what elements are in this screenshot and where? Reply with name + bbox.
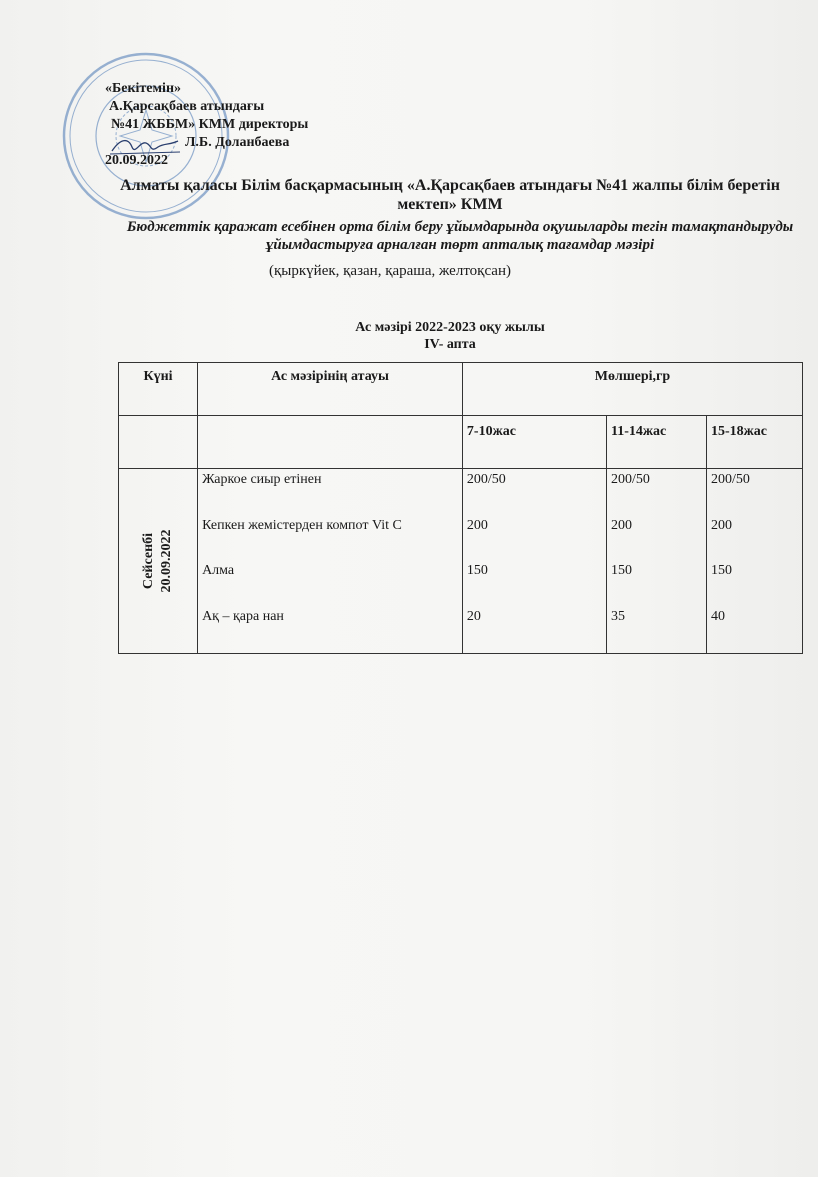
approval-title: «Бекітемін» [105, 81, 182, 96]
table-row [119, 469, 803, 654]
approval-position: №41 ЖББМ» КММ директоры [111, 117, 309, 132]
amount-value: 35 [611, 608, 626, 624]
amount-value: 200 [611, 517, 633, 533]
age-group-header: 7-10жас [462, 416, 606, 469]
approval-date: 20.09.2022 [105, 153, 168, 168]
empty-cell [198, 416, 463, 469]
amount-value: 200 [710, 517, 732, 533]
signature [110, 133, 180, 159]
menu-purpose-heading: Бюджеттік қаражат есебінен орта білім беру ұйымдарында оқушыларды тегін тамақтандыруды ұйымдастыруға арналған төрт апталық тағамдар мәзірі [126, 219, 794, 253]
school-year-title: Ас мәзірі 2022-2023 оқу жылы [355, 320, 545, 335]
dish-name: Жаркое сиыр етінен [202, 472, 322, 487]
day-date: 20.09.2022 [159, 529, 175, 593]
approval-school: А.Қарсақбаев атындағы [109, 99, 265, 114]
amount-cell-7-10 [462, 469, 606, 654]
approval-director-name: Л.Б. Доланбаева [185, 135, 290, 150]
dish-name: Ақ – қара нан [202, 608, 284, 624]
amount-value: 40 [710, 608, 725, 624]
age-group-header: 11-14жас [607, 416, 707, 469]
age-group-header: 15-18жас [706, 416, 802, 469]
dish-name: Алма [202, 563, 235, 578]
amount-value: 20 [466, 608, 481, 624]
amount-cell-11-14 [607, 469, 707, 654]
header-dish: Ас мәзірінің атауы [198, 363, 463, 416]
empty-cell [119, 416, 198, 469]
day-cell [119, 469, 198, 654]
table-age-row [119, 416, 803, 469]
amount-value: 150 [466, 563, 488, 578]
day-name: Сейсенбі [141, 532, 157, 590]
organization-heading: Алматы қаласы Білім басқармасының «А.Қарсақбаев атындағы №41 жалпы білім беретін мектеп» КММ [120, 177, 780, 213]
amount-value: 150 [710, 563, 732, 578]
amount-value: 200/50 [466, 472, 506, 487]
header-amount: Мөлшері,гр [462, 363, 802, 416]
dish-cell [198, 469, 463, 654]
months-subtitle: (қыркүйек, қазан, қараша, желтоқсан) [269, 263, 511, 279]
amount-value: 200/50 [710, 472, 750, 487]
amount-value: 200/50 [611, 472, 650, 487]
dish-name: Кепкен жемістерден компот Vit C [202, 517, 402, 533]
week-title: IV- апта [424, 337, 476, 352]
amount-value: 200 [466, 517, 488, 533]
amount-cell-15-18 [706, 469, 802, 654]
header-day: Күні [119, 363, 198, 416]
amount-value: 150 [611, 563, 633, 578]
menu-table [118, 362, 803, 654]
table-header-row [119, 363, 803, 416]
